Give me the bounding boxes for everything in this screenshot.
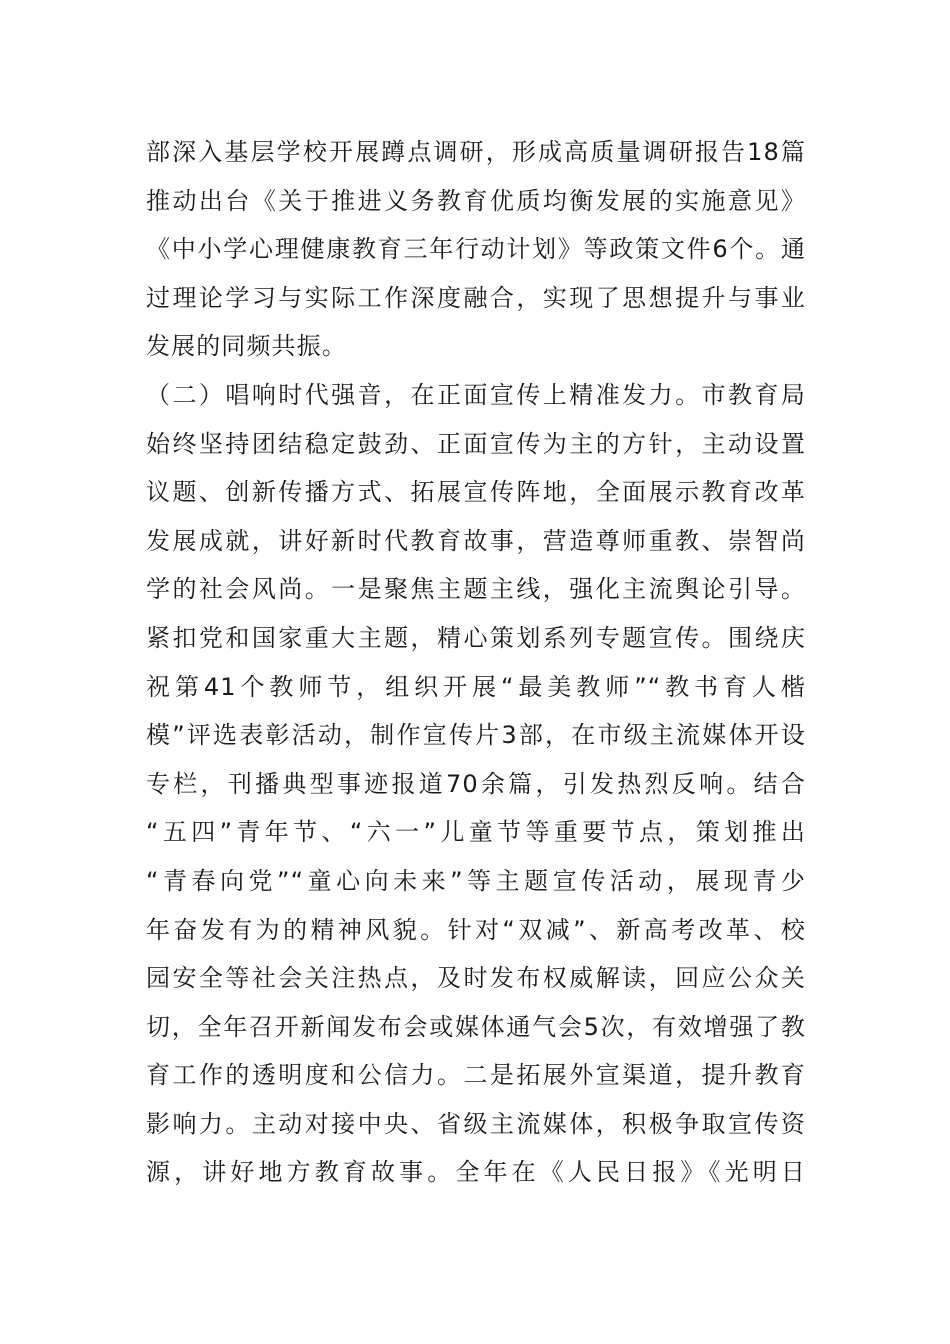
text-line: 切，全年召开新闻发布会或媒体通气会5次，有效增强了教 bbox=[146, 1012, 806, 1041]
text-line: 议题、创新传播方式、拓展宣传阵地，全面展示教育改革 bbox=[146, 478, 806, 507]
text-line: 祝第41个教师节，组织开展“最美教师”“教书育人楷 bbox=[146, 672, 806, 701]
text-line: “五四”青年节、“六一”儿童节等重要节点，策划推出 bbox=[146, 818, 806, 847]
text-line: 影响力。主动对接中央、省级主流媒体，积极争取宣传资 bbox=[146, 1109, 806, 1138]
text-line: 过理论学习与实际工作深度融合，实现了思想提升与事业 bbox=[146, 283, 806, 312]
text-line: 学的社会风尚。一是聚焦主题主线，强化主流舆论引导。 bbox=[146, 575, 806, 604]
paragraph-end-line: 发展的同频共振。 bbox=[146, 332, 347, 361]
text-line: 紧扣党和国家重大主题，精心策划系列专题宣传。围绕庆 bbox=[146, 623, 806, 652]
document-page bbox=[146, 128, 806, 1197]
text-line: 始终坚持团结稳定鼓劲、正面宣传为主的方针，主动设置 bbox=[146, 429, 806, 458]
text-line: 年奋发有为的精神风貌。针对“双减”、新高考改革、校 bbox=[146, 915, 806, 944]
text-line: 部深入基层学校开展蹲点调研，形成高质量调研报告18篇 bbox=[146, 138, 806, 166]
section-heading-line: （二）唱响时代强音，在正面宣传上精准发力。市教育局 bbox=[146, 380, 806, 409]
text-line: 源，讲好地方教育故事。全年在《人民日报》《光明日 bbox=[146, 1158, 806, 1187]
text-line: 《中小学心理健康教育三年行动计划》等政策文件6个。通 bbox=[146, 235, 806, 264]
text-line: 园安全等社会关注热点，及时发布权威解读，回应公众关 bbox=[146, 964, 806, 993]
text-line: 发展成就，讲好新时代教育故事，营造尊师重教、崇智尚 bbox=[146, 526, 806, 555]
text-line: 推动出台《关于推进义务教育优质均衡发展的实施意见》 bbox=[146, 186, 806, 215]
text-line: 专栏，刊播典型事迹报道70余篇，引发热烈反响。结合 bbox=[146, 769, 806, 798]
text-line: 模”评选表彰活动，制作宣传片3部，在市级主流媒体开设 bbox=[146, 721, 806, 750]
text-line: “青春向党”“童心向未来”等主题宣传活动，展现青少 bbox=[146, 866, 806, 895]
text-line: 育工作的透明度和公信力。二是拓展外宣渠道，提升教育 bbox=[146, 1061, 806, 1090]
